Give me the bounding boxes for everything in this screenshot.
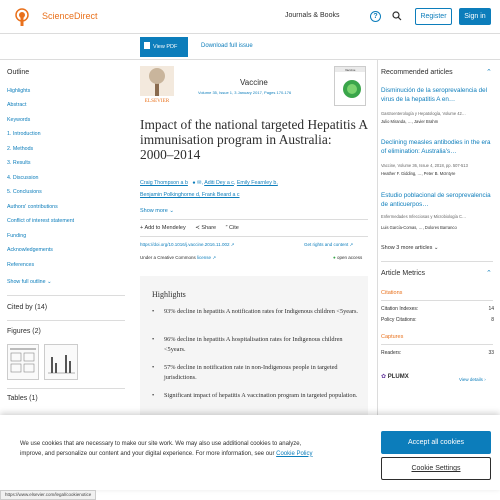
highlight-item: • 96% decline in hepatitis A hospitalisation rates for Indigenous children <5years. (152, 335, 362, 354)
plumx-label: PLUMX (387, 374, 409, 380)
cookie-settings-button[interactable]: Cookie Settings (381, 457, 491, 480)
add-to-mendeley-button[interactable]: Add to Mendeley (144, 225, 186, 231)
outline-item[interactable]: Abstract (7, 102, 27, 108)
divider (140, 219, 368, 220)
share-button[interactable]: Share (201, 225, 217, 231)
rights-label: Get rights and content (304, 242, 349, 247)
cited-by-heading[interactable]: Cited by (14) (7, 304, 48, 311)
sign-in-button[interactable]: Sign in (459, 8, 491, 25)
recommended-article-authors: Julio Miranda, …, Javier Brahm (381, 119, 439, 124)
journal-cover-thumbnail[interactable] (334, 66, 366, 106)
author-link[interactable]: Craig Thompson a b (140, 180, 188, 186)
outline-item[interactable]: 5. Conclusions (7, 189, 42, 195)
license-text (140, 255, 216, 261)
outline-item[interactable]: Funding (7, 233, 27, 239)
policy-citations-value: 8 (491, 317, 494, 323)
divider (381, 344, 493, 345)
figures-heading[interactable]: Figures (2) (7, 328, 41, 335)
view-pdf-label: View PDF (153, 44, 178, 50)
journals-books-link[interactable]: Journals & Books (285, 12, 340, 19)
elsevier-publisher-logo[interactable] (140, 66, 174, 104)
status-bar-url: https://www.elsevier.com/legal/cookienotice (0, 490, 96, 500)
recommended-article-title[interactable]: Declining measles antibodies in the era of elimination: Australia's… (381, 139, 491, 155)
pdf-icon (144, 42, 150, 49)
open-access-dot-icon: ● (333, 255, 336, 260)
cookie-policy-link[interactable]: Cookie Policy (276, 450, 313, 457)
article-metrics-heading: Article Metrics (381, 270, 425, 277)
elsevier-tree-logo-icon[interactable] (10, 8, 34, 26)
outline-item[interactable]: 1. Introduction (7, 131, 41, 137)
download-full-issue-link[interactable]: Download full issue (201, 43, 253, 49)
highlight-item: • Significant impact of hepatitis A vaccination program in targeted population. (152, 391, 362, 401)
outline-item[interactable]: Highlights (7, 88, 31, 94)
doi-label: https://doi.org/10.1016/j.vaccine.2016.11.002 (140, 242, 230, 247)
view-details-label: View details (459, 377, 483, 382)
external-link-icon: ↗ (230, 242, 235, 247)
citations-label: Citations (381, 290, 403, 296)
recommended-article-source: Vaccine, Volume 36, Issue 4, 2018, pp. 507-513 (381, 163, 468, 168)
outline-item[interactable]: 2. Methods (7, 146, 34, 152)
recommended-heading: Recommended articles (381, 69, 453, 76)
search-icon[interactable] (392, 11, 402, 21)
plumx-logo (381, 373, 409, 380)
external-link-icon: ↗ (212, 255, 217, 260)
divider (377, 60, 378, 415)
show-full-outline-link[interactable] (7, 279, 52, 285)
accept-all-cookies-button[interactable]: Accept all cookies (381, 431, 491, 454)
divider (140, 236, 368, 237)
help-icon[interactable]: ? (370, 11, 381, 22)
highlight-item: • 57% decline in notification rate in non-Indigenous people in targeted jurisdictions. (152, 363, 362, 382)
journal-volume-link[interactable]: Volume 35, Issue 1, 3 January 2017, Pages 170-176 (198, 90, 292, 95)
open-access-label: open access (336, 255, 363, 260)
figure-1-thumbnail-image (8, 345, 38, 379)
license-prefix: Under a Creative Commons (140, 255, 198, 260)
divider (381, 300, 493, 301)
chevron-down-icon: ⌄ (169, 208, 174, 214)
show-more-link[interactable] (140, 208, 174, 214)
captures-label: Captures (381, 334, 404, 340)
divider (381, 261, 493, 262)
show-full-outline-label: Show full outline (7, 279, 46, 285)
policy-citations-label: Policy Citations: (381, 317, 417, 323)
chevron-down-icon: ⌄ (47, 279, 52, 285)
person-icon[interactable]: ● (192, 180, 196, 186)
cookie-message: We use cookies that are necessary to make our site work. We may also use additional cookies to analyze, improve, and personalize our content and your digital experience. For more information, see our (20, 441, 302, 457)
outline-item[interactable]: References (7, 262, 35, 268)
plumx-icon: ✿ (381, 374, 387, 380)
share-icon: ≺ (195, 225, 200, 231)
outline-heading: Outline (7, 69, 30, 76)
outline-item[interactable]: Authors' contributions (7, 204, 58, 210)
chevron-right-icon: › (484, 377, 486, 382)
recommended-article-title[interactable]: Estudio poblacional de seroprevalencia de anticuerpos… (381, 192, 491, 208)
authors-line-1: Craig Thompson a b ● ✉, Aditi Dey a c, Emily Fearnley b, (140, 180, 278, 186)
license-link[interactable]: license (197, 255, 212, 260)
chevron-down-icon: ⌄ (433, 245, 439, 251)
highlight-text: 57% decline in notification rate in non-Indigenous people in targeted jurisdictions. (164, 364, 338, 381)
author-link[interactable]: Emily Fearnley b, (236, 180, 278, 186)
journal-name-link[interactable]: Vaccine (240, 78, 268, 87)
journal-cover-image (335, 67, 365, 105)
article-title: Impact of the national targeted Hepatitis A immunisation program in Australia: 2000–2014 (140, 117, 368, 162)
author-link[interactable]: Aditi Dey a c (204, 180, 234, 186)
divider (7, 295, 125, 296)
recommended-article-authors: Luis García-Comas, …, Dolores Barranco (381, 225, 457, 230)
cookie-text (20, 440, 320, 459)
email-icon[interactable]: ✉ (197, 180, 202, 186)
readers-label: Readers: (381, 350, 402, 356)
open-access-badge (333, 255, 362, 260)
authors-line-2[interactable]: Benjamin Polkinghorne d, Frank Beard a c (140, 192, 240, 198)
highlight-item: • 93% decline in hepatitis A notification rates for Indigenous children <5years. (152, 307, 362, 317)
outline-item[interactable]: Keywords (7, 117, 31, 123)
view-pdf-button[interactable] (140, 37, 188, 57)
divider (7, 320, 125, 321)
cover-journal-label: Vaccine (345, 68, 356, 72)
outline-item[interactable]: Conflict of interest statement (7, 218, 75, 224)
show-more-articles-link[interactable] (381, 245, 439, 251)
cite-icon: ” (225, 225, 228, 231)
figure-thumbnail[interactable] (44, 344, 78, 380)
publisher-name: ELSEVIER (144, 98, 170, 104)
recommended-article-title[interactable]: Disminución de la seroprevalencia del virus de la hepatitis A en… (381, 87, 488, 103)
recommended-article-source: Enfermedades Infecciosas y Microbiología C… (381, 214, 467, 219)
show-more-label: Show more (140, 208, 168, 214)
show-more-articles-label: Show 3 more articles (381, 245, 433, 251)
view-details-link[interactable] (459, 377, 486, 382)
outline-item[interactable]: 3. Results (7, 160, 31, 166)
tables-heading[interactable]: Tables (1) (7, 395, 38, 402)
cite-button[interactable]: Cite (229, 225, 239, 231)
divider (7, 388, 125, 389)
add-icon: + (140, 225, 144, 231)
citation-indexes-value: 14 (488, 306, 494, 312)
outline-item[interactable]: Acknowledgements (7, 247, 53, 253)
citation-indexes-label: Citation Indexes: (381, 306, 419, 312)
chevron-up-icon[interactable]: ⌃ (486, 270, 492, 277)
outline-item[interactable]: 4. Discussion (7, 175, 39, 181)
rights-content-link[interactable] (304, 242, 353, 248)
recommended-article-authors: Heather F. Gidding, …, Peter B. McIntyre (381, 171, 456, 176)
recommended-article-source: Gastroenterología y Hepatología, Volume 42… (381, 111, 466, 116)
figure-thumbnail[interactable] (7, 344, 39, 380)
chevron-up-icon[interactable]: ⌃ (486, 69, 492, 76)
highlight-text: 96% decline in hepatitis A hospitalisation rates for Indigenous children <5years. (164, 336, 343, 353)
sciencedirect-brand[interactable]: ScienceDirect (42, 11, 98, 21)
article-actions (140, 225, 368, 231)
readers-value: 33 (488, 350, 494, 356)
highlights-heading: Highlights (152, 290, 186, 299)
register-button[interactable]: Register (415, 8, 452, 25)
figure-2-thumbnail-image (45, 345, 77, 379)
highlight-text: 93% decline in hepatitis A notification rates for Indigenous children <5years. (164, 308, 358, 315)
doi-link[interactable] (140, 242, 235, 248)
highlight-text: Significant impact of hepatitis A vaccination program in targeted population. (164, 392, 358, 399)
external-link-icon: ↗ (349, 242, 354, 247)
